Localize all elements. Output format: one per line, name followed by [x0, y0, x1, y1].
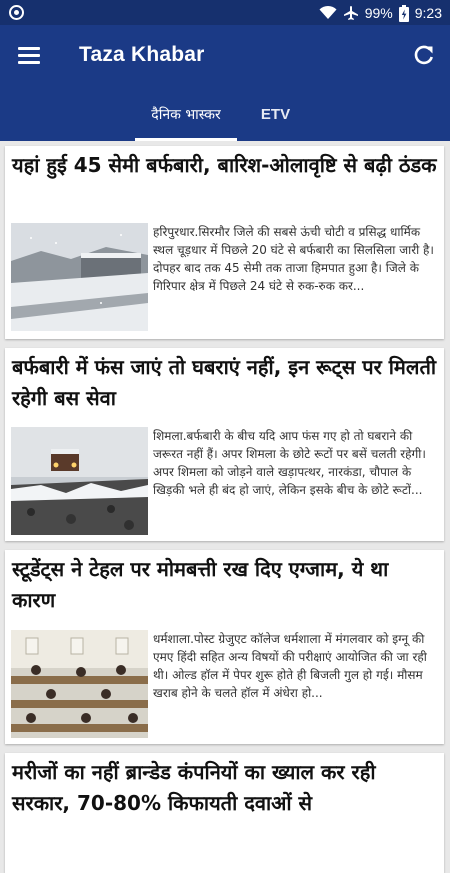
snowfall-photo [11, 223, 148, 331]
news-headline[interactable]: मरीजों का नहीं ब्रान्डेड कंपनियों का ख्याल कर रही सरकार, 70-80% किफायती दवाओं से [12, 760, 376, 815]
hamburger-menu-icon[interactable] [18, 45, 42, 67]
tab-etv[interactable]: ETV [260, 105, 291, 123]
wifi-icon [319, 6, 337, 20]
news-excerpt: धर्मशाला.पोस्ट ग्रेजुएट कॉलेज धर्मशाला में मंगलवार को इग्नू की एमए हिंदी सहित अन्य विषयों की परीक्षाएं आयोजित की जा रही थी। ओल्ड हॉल में पेपर शुरू होते ही बिजली गुल हो गई। मौसम खराब होने के चलते हॉल में अंधेरा हो... [153, 632, 427, 700]
refresh-icon[interactable] [412, 43, 436, 67]
news-card[interactable] [5, 753, 444, 873]
battery-icon [399, 5, 409, 22]
news-card[interactable] [5, 550, 444, 744]
bus-in-snow-photo [11, 427, 148, 535]
news-headline[interactable]: यहां हुई 45 सेमी बर्फबारी, बारिश-ओलावृष्टि से बढ़ी ठंडक [12, 153, 437, 177]
news-excerpt: शिमला.बर्फबारी के बीच यदि आप फंस गए हो तो घबराने की जरूरत नहीं हैं। अपर शिमला के छोटे रूटों पर बसें चलती रहेगी। अपर शिमला को जोड़ने वाले खड़ापत्थर, नारकंडा, चौपाल के खिड़की भले ही बंद हो जाएं, लेकिन इसके बीच के छोटे रूटों... [153, 429, 426, 497]
airplane-icon [343, 5, 359, 21]
news-excerpt: हरिपुरधार.सिरमौर जिले की सबसे ऊंची चोटी व प्रसिद्ध धार्मिक स्थल चूड़धार में पिछले 20 घंटे से बर्फबारी का सिलसिला जारी है। दोपहर बाद तक 45 सेमी तक ताजा हिमपात हुआ है। जिले के गिरिपार क्षेत्र में पिछले 24 घंटे से रुक-रुक कर... [153, 225, 434, 293]
status-bar [0, 0, 450, 25]
battery-percent: 99% [364, 5, 393, 21]
app-bar [0, 25, 450, 87]
exam-hall-photo [11, 630, 148, 738]
status-icons [319, 4, 442, 22]
news-headline[interactable]: स्टूडेंट्स ने टेहल पर मोमबत्ती रख दिए एग्जाम, ये था कारण [12, 557, 389, 612]
news-headline[interactable]: बर्फबारी में फंस जाएं तो घबराएं नहीं, इन रूट्स पर मिलती रहेगी बस सेवा [12, 355, 437, 410]
app-title: Taza Khabar [79, 43, 205, 66]
clock: 9:23 [414, 5, 442, 21]
news-feed[interactable] [0, 141, 450, 815]
tab-dainik-bhaskar[interactable]: दैनिक भास्कर [151, 106, 221, 123]
tab-bar [0, 87, 450, 141]
news-card[interactable] [5, 348, 444, 541]
news-card[interactable] [5, 146, 444, 339]
notification-dot-icon [9, 5, 24, 20]
